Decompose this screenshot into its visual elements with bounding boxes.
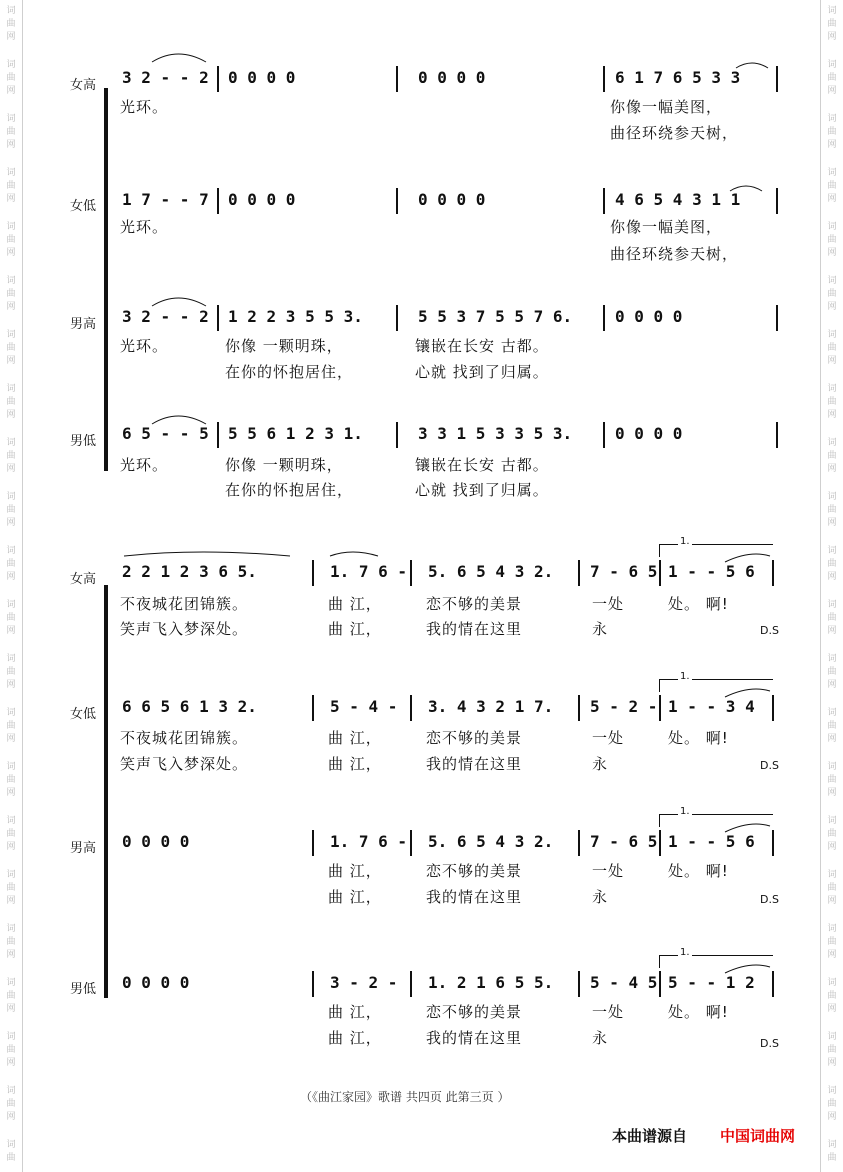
watermark-char: 网 [827,356,837,366]
source-label: 本曲谱源自 [612,1127,688,1145]
watermark-char: 网 [6,518,16,528]
watermark-char: 网 [6,86,16,96]
lyric: 光环。 [120,456,169,474]
lyric: 处。 啊! [668,595,729,613]
watermark-char: 词 [6,546,16,556]
watermark-char: 词 [827,708,837,718]
lyric: 镶嵌在长安 古都。 [415,337,549,355]
measure-notes: 5 - 4 - [330,697,398,716]
watermark-char: 曲 [6,181,16,191]
watermark-char: 词 [6,600,16,610]
lyric: 你像一幅美图， [610,98,723,116]
watermark-char: 曲 [6,613,16,623]
measure-notes: 6 6 5 6 1 3 2. [122,697,257,716]
lyric: 在你的怀抱居住， [225,481,354,499]
measure-notes: 3 3 1 5 3 3 5 3. [418,424,573,443]
measure-notes: 5 5 3 7 5 5 7 6. [418,307,573,326]
watermark-char: 词 [6,492,16,502]
watermark-char: 词 [6,6,16,16]
watermark-char: 词 [6,816,16,826]
dal-segno-mark: D.S [760,1037,779,1050]
watermark-char: 词 [827,1086,837,1096]
watermark-char: 网 [6,950,16,960]
watermark-char: 词 [827,276,837,286]
watermark-char: 曲 [827,883,837,893]
lyric: 光环。 [120,98,169,116]
part-label: 女低 [70,707,97,722]
watermark-char: 曲 [6,289,16,299]
measure-notes: 7 - 6 5 [590,832,658,851]
measure-notes: 0 0 0 0 [228,68,296,87]
watermark-char: 网 [827,626,837,636]
lyric: 你像 一颗明珠， [225,337,343,355]
watermark-char: 词 [827,114,837,124]
lyric: 永 [592,1029,609,1047]
watermark-char: 词 [827,654,837,664]
watermark-char: 网 [6,734,16,744]
lyric: 一处 [592,729,625,747]
watermark-char: 网 [6,1058,16,1068]
lyric: 心就 找到了归属。 [415,481,549,499]
watermark-char: 曲 [827,343,837,353]
lyric: 你像 一颗明珠， [225,456,343,474]
watermark-char: 曲 [827,613,837,623]
watermark-char: 词 [6,276,16,286]
lyric: 恋不够的美景 [426,595,523,613]
measure-notes: 6 1 7 6 5 3 3 [615,68,741,87]
measure-notes: 6 5 - - 5 [122,424,209,443]
watermark-char: 网 [6,356,16,366]
watermark-char: 网 [6,788,16,798]
lyric: 你像一幅美图， [610,218,723,236]
lyric: 我的情在这里 [426,620,523,638]
lyric: 曲 江， [328,729,382,747]
watermark-char: 网 [827,842,837,852]
watermark-char: 网 [6,572,16,582]
watermark-char: 词 [827,924,837,934]
watermark-char: 曲 [827,937,837,947]
watermark-char: 曲 [6,127,16,137]
watermark-char: 网 [827,1058,837,1068]
measure-notes: 5 - 2 - [590,697,658,716]
lyric: 一处 [592,862,625,880]
part-label: 女高 [70,572,97,587]
lyric: 处。 啊! [668,729,729,747]
lyric: 永 [592,620,609,638]
page-footer: （《曲江家园》歌谱 共四页 此第三页 ） [300,1090,510,1104]
watermark-char: 曲 [6,937,16,947]
measure-notes: 0 0 0 0 [122,832,190,851]
part-label: 男低 [70,434,97,449]
watermark-char: 词 [827,816,837,826]
watermark-char: 网 [827,788,837,798]
watermark-char: 词 [6,114,16,124]
watermark-char: 曲 [6,505,16,515]
watermark-char: 网 [827,734,837,744]
watermark-char: 网 [827,140,837,150]
measure-notes: 3 2 - - 2 [122,68,209,87]
lyric: 笑声飞入梦深处。 [120,620,249,638]
measure-notes: 5 - 4 5 [590,973,658,992]
watermark-char: 曲 [6,1099,16,1109]
watermark-char: 词 [827,384,837,394]
lyric: 处。 啊! [668,862,729,880]
watermark-char: 曲 [6,991,16,1001]
watermark-char: 曲 [6,397,16,407]
watermark-char: 网 [6,302,16,312]
measure-notes: 3 2 - - 2 [122,307,209,326]
watermark-char: 词 [827,600,837,610]
watermark-char: 词 [6,924,16,934]
watermark-char: 曲 [6,667,16,677]
watermark-char: 曲 [827,667,837,677]
watermark-char: 词 [6,978,16,988]
watermark-char: 曲 [6,883,16,893]
lyric: 一处 [592,1003,625,1021]
lyric: 一处 [592,595,625,613]
watermark-char: 网 [6,248,16,258]
measure-notes: 0 0 0 0 [418,190,486,209]
watermark-char: 词 [827,546,837,556]
watermark-char: 网 [827,194,837,204]
watermark-char: 词 [6,762,16,772]
volta-bracket: 1. [659,955,773,968]
watermark-char: 曲 [827,127,837,137]
measure-notes: 0 0 0 0 [122,973,190,992]
measure-notes: 4 6 5 4 3 1 1 [615,190,741,209]
lyric: 恋不够的美景 [426,1003,523,1021]
measure-notes: 3. 4 3 2 1 7. [428,697,554,716]
watermark-char: 网 [827,572,837,582]
measure-notes: 5 5 6 1 2 3 1. [228,424,363,443]
measure-notes: 1 2 2 3 5 5 3. [228,307,363,326]
lyric: 永 [592,888,609,906]
watermark-char: 网 [827,896,837,906]
watermark-char: 曲 [827,721,837,731]
measure-notes: 5. 6 5 4 3 2. [428,832,554,851]
watermark-char: 曲 [827,73,837,83]
watermark-char: 曲 [827,505,837,515]
watermark-char: 网 [6,194,16,204]
lyric: 曲 江， [328,1003,382,1021]
lyric: 在你的怀抱居住， [225,363,354,381]
part-label: 女高 [70,78,97,93]
watermark-char: 网 [6,626,16,636]
watermark-char: 网 [6,842,16,852]
watermark-char: 曲 [827,19,837,29]
lyric: 光环。 [120,218,169,236]
lyric: 处。 啊! [668,1003,729,1021]
watermark-char: 曲 [6,721,16,731]
watermark-char: 曲 [827,289,837,299]
lyric: 曲径环绕参天树， [610,245,739,263]
volta-bracket: 1. [659,544,773,557]
watermark-char: 曲 [6,829,16,839]
watermark-char: 曲 [6,19,16,29]
watermark-char: 曲 [827,829,837,839]
watermark-char: 网 [6,1004,16,1014]
measure-notes: 3 - 2 - [330,973,398,992]
watermark-char: 曲 [827,181,837,191]
part-label: 女低 [70,199,97,214]
watermark-char: 网 [827,32,837,42]
watermark-char: 曲 [827,451,837,461]
watermark-char: 词 [827,870,837,880]
volta-bracket: 1. [659,814,773,827]
watermark-char: 词 [827,1032,837,1042]
watermark-char: 网 [6,410,16,420]
watermark-char: 词 [6,60,16,70]
dal-segno-mark: D.S [760,893,779,906]
watermark-char: 词 [6,330,16,340]
watermark-char: 词 [827,222,837,232]
measure-notes: 0 0 0 0 [615,424,683,443]
lyric: 曲 江， [328,1029,382,1047]
watermark-char: 词 [827,6,837,16]
watermark-char: 曲 [827,991,837,1001]
lyric: 我的情在这里 [426,1029,523,1047]
lyric: 曲 江， [328,595,382,613]
watermark-char: 曲 [827,235,837,245]
measure-notes: 1. 7 6 - [330,832,408,851]
watermark-char: 词 [827,60,837,70]
part-label: 男高 [70,841,97,856]
lyric: 恋不够的美景 [426,729,523,747]
watermark-char: 词 [827,978,837,988]
watermark-char: 网 [6,896,16,906]
part-label: 男高 [70,317,97,332]
watermark-char: 词 [6,870,16,880]
watermark-char: 网 [827,518,837,528]
watermark-char: 曲 [6,343,16,353]
watermark-char: 网 [6,680,16,690]
watermark-char: 词 [827,168,837,178]
lyric: 心就 找到了归属。 [415,363,549,381]
lyric: 我的情在这里 [426,888,523,906]
watermark-char: 曲 [6,235,16,245]
measure-notes: 0 0 0 0 [615,307,683,326]
lyric: 曲 江， [328,755,382,773]
part-label: 男低 [70,982,97,997]
watermark-char: 曲 [6,1153,16,1163]
measure-notes: 1 - - 5 6 [668,562,755,581]
lyric: 恋不够的美景 [426,862,523,880]
measure-notes: 1. 7 6 - [330,562,408,581]
watermark-char: 网 [827,302,837,312]
watermark-char: 网 [6,464,16,474]
watermark-char: 网 [827,410,837,420]
dal-segno-mark: D.S [760,624,779,637]
watermark-char: 词 [6,1086,16,1096]
brand-link[interactable]: 中国词曲网 [720,1127,796,1145]
lyric: 曲 江， [328,888,382,906]
watermark-char: 网 [827,464,837,474]
watermark-char: 词 [827,330,837,340]
measure-notes: 0 0 0 0 [228,190,296,209]
volta-bracket: 1. [659,679,773,692]
measure-notes: 5 - - 1 2 [668,973,755,992]
measure-notes: 1 - - 5 6 [668,832,755,851]
watermark-char: 词 [6,384,16,394]
watermark-char: 网 [827,950,837,960]
watermark-char: 词 [6,654,16,664]
watermark-char: 词 [827,438,837,448]
watermark-char: 曲 [6,1045,16,1055]
lyric: 笑声飞入梦深处。 [120,755,249,773]
watermark-char: 词 [827,1140,837,1150]
watermark-char: 网 [827,86,837,96]
lyric: 镶嵌在长安 古都。 [415,456,549,474]
watermark-char: 曲 [827,1153,837,1163]
watermark-char: 曲 [6,559,16,569]
watermark-char: 曲 [827,775,837,785]
watermark-char: 曲 [6,451,16,461]
watermark-char: 曲 [6,775,16,785]
watermark-char: 曲 [827,397,837,407]
watermark-char: 词 [6,1140,16,1150]
measure-notes: 1 7 - - 7 [122,190,209,209]
lyric: 永 [592,755,609,773]
watermark-char: 网 [827,680,837,690]
lyric: 我的情在这里 [426,755,523,773]
measure-notes: 7 - 6 5 [590,562,658,581]
watermark-char: 曲 [827,1045,837,1055]
watermark-char: 网 [827,248,837,258]
watermark-char: 词 [827,762,837,772]
watermark-char: 网 [6,32,16,42]
watermark-char: 网 [827,1004,837,1014]
measure-notes: 1. 2 1 6 5 5. [428,973,554,992]
lyric: 曲 江， [328,620,382,638]
measure-notes: 0 0 0 0 [418,68,486,87]
measure-notes: 5. 6 5 4 3 2. [428,562,554,581]
watermark-char: 网 [6,1112,16,1122]
watermark-char: 词 [6,1032,16,1042]
watermark-char: 词 [827,492,837,502]
watermark-char: 词 [6,222,16,232]
watermark-char: 词 [6,438,16,448]
lyric: 不夜城花团锦簇。 [120,595,249,613]
watermark-char: 词 [6,708,16,718]
watermark-char: 曲 [6,73,16,83]
lyric: 曲 江， [328,862,382,880]
watermark-char: 曲 [827,1099,837,1109]
watermark-char: 词 [6,168,16,178]
lyric: 曲径环绕参天树， [610,124,739,142]
measure-notes: 2 2 1 2 3 6 5. [122,562,257,581]
watermark-char: 网 [827,1112,837,1122]
watermark-char: 曲 [827,559,837,569]
dal-segno-mark: D.S [760,759,779,772]
measure-notes: 1 - - 3 4 [668,697,755,716]
watermark-char: 网 [6,140,16,150]
lyric: 不夜城花团锦簇。 [120,729,249,747]
lyric: 光环。 [120,337,169,355]
